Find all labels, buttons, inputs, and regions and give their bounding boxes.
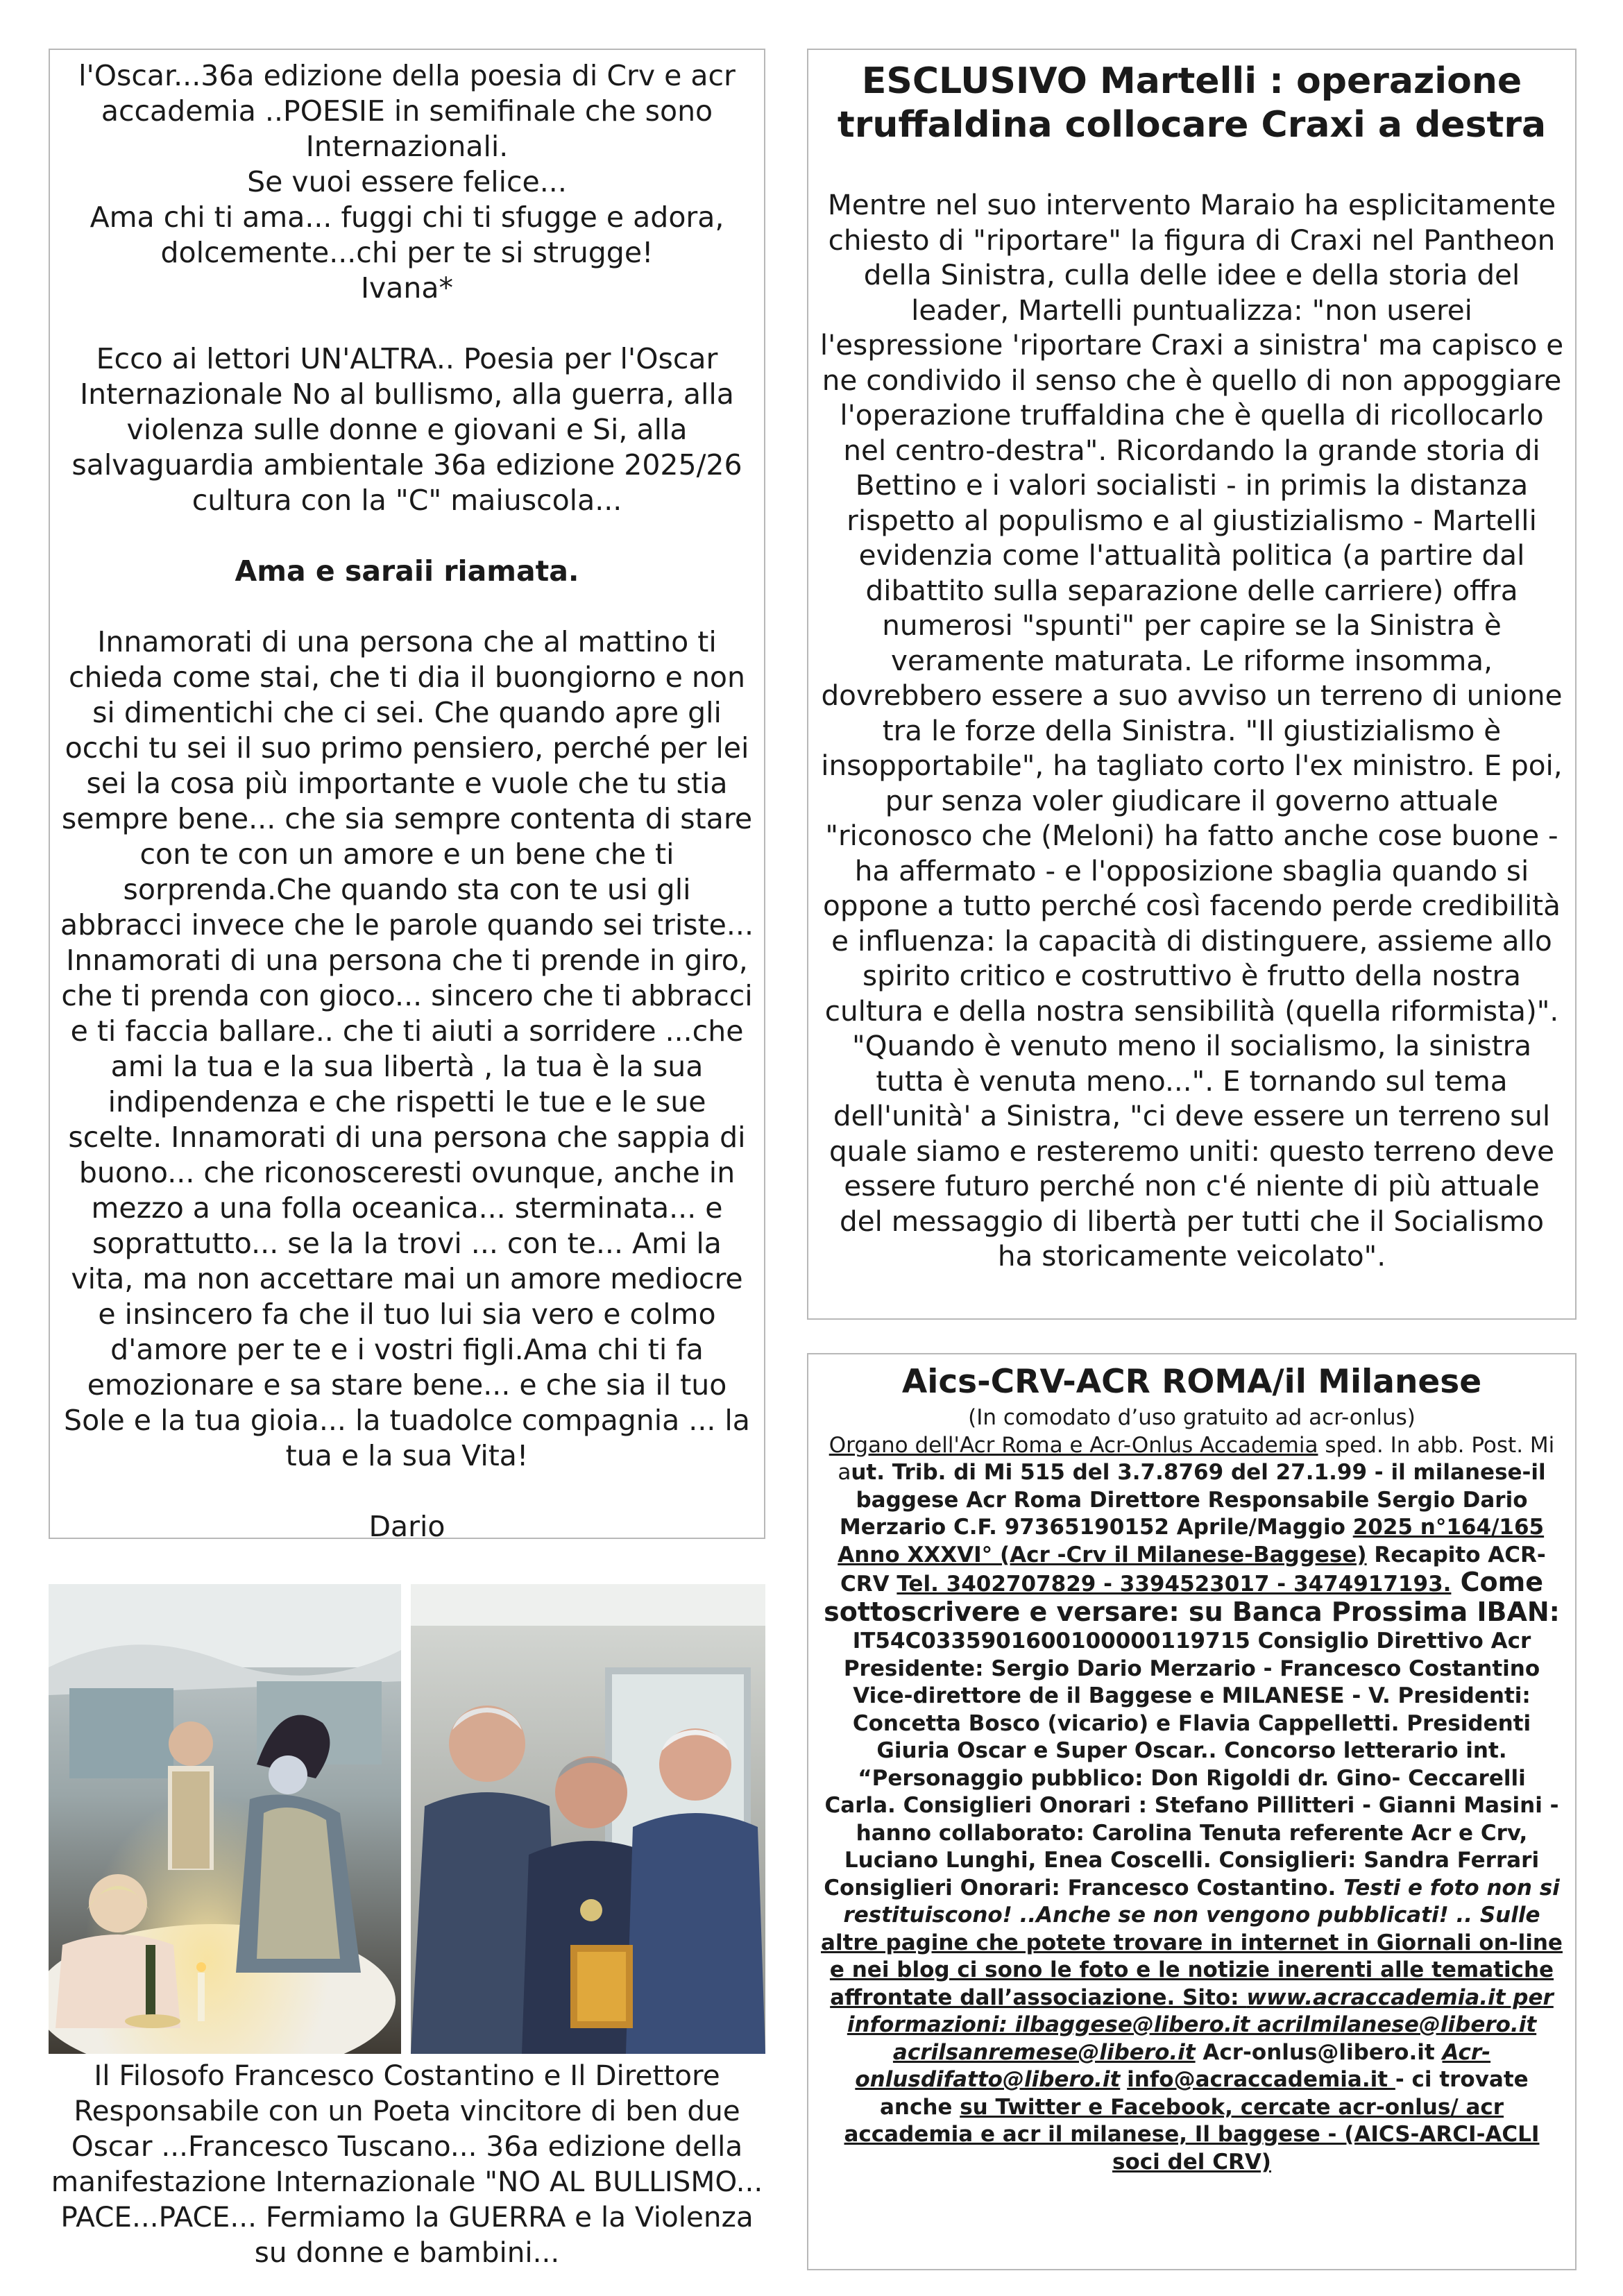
intro-line: l'Oscar...36a edizione della poesia di Crv e acr accademia ..POESIE in semifinale che sono Internazionali. [78,59,736,163]
intro-line: Ama chi ti ama... fuggi chi ti sfugge e adora, dolcemente...chi per te si strugge! [90,201,724,269]
info-text: su Twitter e Facebook, cercate acr-onlus/ acr accademia e acr il milanese, Il baggese - (AICS-ARCI-ACLI soci del CRV) [844,2094,1540,2175]
photo-gala-dinner [49,1584,401,2054]
masthead-title: Aics-CRV-ACR ROMA/il Milanese [901,1363,1482,1401]
info-text: Recapito ACR-CRV [840,1542,1546,1597]
email-links[interactable]: www.acraccademia.it per informazioni: ilbaggese@libero.it acrilmilanese@libero.it acrilsanremese@libero.it [847,1984,1554,2065]
poem-box [49,49,765,1543]
announcement: Ecco ai lettori UN'ALTRA.. Poesia per l'Oscar Internazionale No al bullismo, alla guerra, alla violenza sulle donne e giovani e Si, alla salvaguardia ambientale 36a edizione 2025/26 cultura con la "C" maiuscola... [71,342,742,517]
info-text: - ci trovate anche [879,2067,1529,2120]
masthead-body [821,1404,1563,2176]
info-text: Come sottoscrivere e versare: su Banca Prossima IBAN: [824,1567,1560,1627]
info-text: Testi e foto non si restituiscono! ..Anche se non vengono pubblicati! .. Sulle [843,1875,1560,1928]
intro-line: Ivana* [360,271,454,305]
photo-caption: Il Filosofo Francesco Costantino e Il Direttore Responsabile con un Poeta vincitore di ben due Oscar ...Francesco Tuscano... 36a edizione della manifestazione Internazionale "NO AL BULLISMO... PACE...PACE... Fermiamo la GUERRA e la Violenza su donne e bambini... [51,2059,763,2269]
info-text: IT54C0335901600100000119715 Consiglio Direttivo Acr Presidente: Sergio Dario Merzario - Francesco Costantino Vice-direttore de il Baggese e MILANESE - V. Presidenti: Concetta Bosco (vicario) e Flavia Cappelletti. Presidenti Giuria Oscar e Super Oscar.. Concorso letterario int. “Personaggio pubblico: Don Rigoldi dr. Gino- Ceccarelli Carla. Consiglieri Onorari : Stefano Pillitteri - Gianni Masini - hanno collaborato: Carolina Tenuta referente Acr e Crv, Luciano Lunghi, Enea Coscelli. Consiglieri: Sandra Ferrari Consiglieri Onorari: Francesco Costantino. [824,1629,1559,1900]
email-link[interactable]: Acr-onlus@libero.it [1195,2039,1443,2065]
info-text: altre pagine che potete trovare in internet in Giornali on-line e nei blog ci sono le foto e le notizie inerenti alle tematiche affrontate dall’associazione. Sito: [821,1930,1563,2010]
info-text: Organo dell'Acr Roma e Acr-Onlus Accademia [829,1432,1318,1458]
info-text: 2025 n°164/165 Anno XXXVI° (Acr -Crv il Milanese-Baggese) [838,1515,1545,1567]
poem-author: Dario [368,1510,445,1543]
photo-row [49,1584,765,2054]
email-link[interactable]: Acr-onlusdifatto@libero.it [855,2039,1491,2092]
photo-award-winners [411,1584,765,2054]
article-title: ESCLUSIVO Martelli : operazione truffaldina collocare Craxi a destra [837,60,1547,146]
poem-title: Ama e saraii riamata. [235,554,579,588]
info-text: (In comodato d’uso gratuito ad acr-onlus) [968,1405,1416,1430]
intro-line: Se vuoi essere felice... [247,165,567,198]
poem-body: Innamorati di una persona che al mattino ti chieda come stai, che ti dia il buongiorno e non si dimentichi che ci sei. Che quando apre gli occhi tu sei il suo primo pensiero, perché per lei sei la cosa più importante e vuole che tu stia sempre bene... che sia sempre contenta di stare con te con un amore e un bene che ti sorprenda.Che quando sta con te usi gli abbracci invece che le parole quando sei triste... Innamorati di una persona che ti prende in giro, che ti prenda con gioco... sincero che ti abbracci e ti faccia ballare.. che ti aiuti a sorridere ...che ami la tua e la sua libertà , la tua è la sua indipendenza e che rispetti le tue e le sue scelte. Innamorati di una persona che sappia di buono... che riconosceresti ovunque, anche in mezzo a una folla oceanica... sterminata... e soprattutto... se la la trovi ... con te... Ami la vita, ma non accettare mai un amore mediocre e insincero fa che il tuo lui sia vero e colmo d'amore per te e i vostri figli.Ama chi ti fa emozionare e sa stare bene... e che sia il tuo Sole e la tua gioia... la tuadolce compagnia ... la tua e la sua Vita! [60,625,754,1472]
info-text: ut. Trib. di Mi 515 del 3.7.8769 del 27.1.99 - il milanese-il baggese Acr Roma Direttore Responsabile Sergio Dario Merzario C.F. 97365190152 Aprile/Maggio [839,1460,1546,1540]
article-box [807,49,1577,1320]
info-text [1120,2067,1127,2092]
email-link[interactable]: info@acraccademia.it [1127,2067,1395,2092]
masthead-info-box [807,1353,1577,2270]
info-text: sped. In abb. Post. Mi a [838,1432,1555,1485]
article-body: Mentre nel suo intervento Maraio ha esplicitamente chiesto di "riportare" la figura di Craxi nel Pantheon della Sinistra, culla delle idee e della storia del leader, Martelli puntualizza: "non userei l'espressione 'riportare Craxi a sinistra' ma capisco e ne condivido il senso che è quello di non appoggiare l'operazione truffaldina che è quella di ricollocarlo nel centro-destra". Ricordando la grande storia di Bettino e i valori socialisti - in primis la distanza rispetto al populismo e al giustizialismo - Martelli evidenzia come l'attualità politica (a partire dal dibattito sulla separazione delle carriere) offra numerosi "spunti" per capire se la Sinistra è veramente maturata. Le riforme insomma, dovrebbero essere a suo avviso un terreno di unione tra le forze della Sinistra. "Il giustizialismo è insopportabile", ha tagliato corto l'ex ministro. E poi, pur senza voler giudicare il governo attuale "riconosco che (Meloni) ha fatto anche cose buone - ha affermato - e l'opposizione sbaglia quando si oppone a tutto perché così facendo perde credibilità e influenza: la capacità di distinguere, assieme allo spirito critico e costruttivo è frutto della nostra cultura e della nostra sensibilità (quella riformista)". "Quando è venuto meno il socialismo, la sinistra tutta è venuta meno...". E tornando sul tema dell'unità' a Sinistra, "ci deve essere un terreno sul quale siamo e resteremo uniti: questo terreno deve essere futuro perché non c'é niente di più attuale del messaggio di libertà per tutti che il Socialismo ha storicamente veicolato". [819,188,1564,1273]
phone-numbers: Tel. 3402707829 - 3394523017 - 3474917193. [897,1572,1452,1597]
